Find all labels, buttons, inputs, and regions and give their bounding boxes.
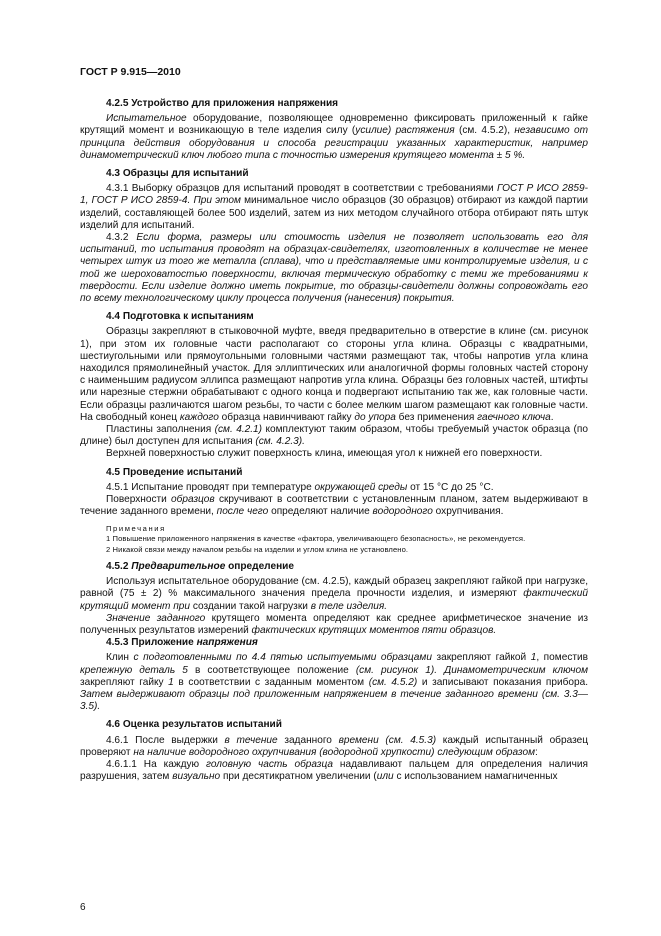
section-4-2-5-heading: 4.2.5 Устройство для приложения напряжения (106, 98, 339, 109)
italic-text-run: или (376, 771, 394, 783)
note-1: 1 Повышение приложенного напряжения в качестве «фактора, увеличивающего безопасность», не рекомендуется. (106, 534, 526, 543)
italic-text-run: образцов (171, 494, 215, 506)
italic-text-run: фактических крутящих моментов пяти образцов. (251, 625, 497, 637)
text-run: 4.6.1.1 На каждую (106, 759, 207, 771)
section-4-4-heading: 4.4 Подготовка к испытаниям (106, 311, 254, 323)
text-run: создании такой нагрузки (190, 600, 311, 612)
text-run: комплектуют таким образом, чтобы требуемый участок образца (по длине) был доступен для испытания (80, 424, 588, 448)
section-4-5-3-heading (80, 637, 588, 649)
text-run: 4.3.1 Выборку образцов для испытаний проводят в соответствии с требованиями (106, 183, 498, 195)
section-4-5-heading: 4.5 Проведение испытаний (106, 466, 243, 478)
italic-text-run: Значение заданного (106, 612, 206, 624)
document-body (80, 92, 588, 783)
section-4-2-5-paragraph (80, 113, 588, 162)
text-run: оборудование, позволяющее одновременно фиксировать приложенный к гайке крутящий момент и возникающую в теле изделия силу ( (80, 113, 588, 137)
document-header: ГОСТ Р 9.915—2010 (80, 66, 181, 78)
section-4-5-1-paragraph-2 (80, 494, 588, 518)
italic-text-run: в течение (224, 734, 278, 746)
text-run: в соответствии с заданным моментом (173, 676, 369, 688)
section-4-3-2-paragraph (80, 232, 588, 305)
heading-number: 4.5.2 (106, 561, 132, 572)
text-run: Поверхности (106, 494, 172, 506)
italic-text-run: Затем выдерживают образцы под приложенным напряжением в течение заданного времени (см. 3.3—3.5). (80, 689, 588, 713)
section-4-4-paragraph-3 (80, 448, 588, 460)
text-run: : (535, 746, 538, 758)
italic-text-run: времени (см. 4.5.3) (338, 734, 437, 746)
note-2: 2 Никакой связи между началом резьбы на изделии и углом клина не установлено. (106, 544, 409, 554)
text-run: и записывают показания прибора. (417, 676, 589, 688)
text-run: образца навинчивают гайку (218, 411, 355, 423)
italic-text-run: Испытательное (106, 113, 187, 125)
text-run: 4.6.1 После выдержки (106, 734, 225, 746)
notes-title: Примечания (106, 523, 166, 533)
text-run: Используя испытательное оборудование (см. 4.2.5), каждый образец закрепляют гайкой при нагрузке, равной (75 ± 2) % максимального значения предела прочности изделия, и измеряют (80, 576, 588, 600)
text-run: закрепляют гайкой (431, 652, 531, 664)
italic-text-run: (см. 4.5.2) (368, 676, 418, 688)
text-run: (см. 4.5.2), (454, 125, 515, 137)
text-run: Верхней поверхностью служит поверхность клина, имеющая угол к нижней его поверхности. (106, 448, 543, 460)
text-run: в соответствующее положение (187, 664, 356, 676)
text-run: . (550, 411, 554, 423)
text-run: 4.3.2 (106, 232, 137, 244)
text-run: с использованием намагниченных (393, 771, 558, 783)
italic-text-run: усилие) растяжения (355, 125, 455, 137)
italic-text-run: Если форма, размеры или стоимость изделия не позволяет использовать его для испытаний, то испытания проводят на образцах-свидетелях, изготовленных в количестве не менее четырех штук из того же металла (сплава), что и представляемые ими контролируемые изделия, и с той же шероховатостью поверхности, включая термическую обработку с теми же требованиями к твердости. Если изделие должно иметь покрытие, то образцы-свидетели должны сопровождать его по всему технологическому циклу процесса получения (нанесения) покрытия. (80, 232, 588, 305)
section-4-5-2-paragraph-1 (80, 576, 588, 613)
italic-text-run: (см. 4.2.1) (214, 424, 263, 436)
italic-text-run: до упора (354, 411, 396, 423)
text-run: заданного (277, 734, 339, 746)
italic-text-run: после чего (216, 506, 269, 518)
text-run: скручивают в соответствии с установленным планом, затем выдерживают в течение заданного времени, (80, 494, 588, 518)
section-4-6-heading: 4.6 Оценка результатов испытаний (106, 719, 282, 731)
text-run: Клин (106, 652, 134, 664)
section-4-3-1-paragraph (80, 183, 588, 232)
section-4-6-1-paragraph (80, 735, 588, 759)
text-run: охрупчивания. (432, 506, 504, 518)
text-run: минимальное число образцов (30 образцов) отбирают из каждой партии изделий, составляющей более 500 изделий, затем из них методом случайного отбора отбирают пять штук изделий для испытаний. (80, 195, 588, 231)
section-4-5-2-paragraph-2 (80, 613, 588, 637)
section-4-4-paragraph-2 (80, 424, 588, 448)
text-run: каждый испытанный образец проверяют (80, 734, 588, 758)
text-run: определяют наличие (268, 506, 373, 518)
italic-text-run: фактический крутящий момент при (80, 588, 588, 612)
heading-text: 4.5.3 Приложение (106, 637, 197, 649)
text-run: от 15 °С до 25 °С. (407, 481, 494, 493)
italic-text-run: визуально (172, 771, 221, 783)
italic-text-run: крепежную деталь 5 (80, 664, 188, 676)
italic-text-run: головную часть образца (206, 759, 333, 771)
section-4-5-2-heading (80, 561, 588, 573)
heading-italic-word: напряжения (196, 637, 258, 649)
text-run: надавливают пальцем для определения наличия разрушения, затем (80, 759, 588, 783)
italic-text-run: 1 (530, 652, 537, 664)
text-run: при десятикратном увеличении ( (220, 771, 377, 783)
italic-text-run: ГОСТ Р ИСО 2859-1, ГОСТ Р ИСО 2859-4. При этом (80, 183, 588, 207)
italic-text-run: окружающей среды (314, 481, 408, 493)
text-run: , поместив (536, 652, 588, 664)
section-4-5-3-paragraph (80, 652, 588, 713)
text-run: без применения (395, 411, 478, 423)
section-4-6-1-1-paragraph (80, 759, 588, 783)
text-run: Образцы закрепляют в стыковочной муфте, введя предварительно в отверстие в клине (см. рисунок 1), при этом их головные части располагают со стороны угла клина. Образцы с квадратными, шестиугольными или прямоугольными головными частями размещают так, чтобы напротив угла клина находился прямолинейный участок. Для эллиптических или аналогичной формы головных частей сторону с наименьшим радиусом эллипса размещают напротив угла клина. Образцы без головных частей, штифты или нарезные стержни обрабатывают с одного конца и подвергают испытанию так же, как головные части. Если образцы различаются шагом резьбы, то части с более мелким шагом размещают как головные части. На свободный конец (80, 326, 588, 423)
italic-text-run: гаечного ключа (477, 411, 551, 423)
text-run: 4.5.1 Испытание проводят при температуре (106, 481, 315, 493)
italic-text-run: каждого (179, 411, 219, 423)
section-4-3-heading: 4.3 Образцы для испытаний (106, 168, 249, 180)
italic-text-run: 1 (168, 676, 174, 688)
text-run: закрепляют гайку (80, 676, 169, 688)
page-number: 6 (80, 902, 86, 913)
italic-text-run: водородного (372, 506, 433, 518)
italic-text-run: независимо от принципа действия оборудования и способа регистрации указанных характеристик, например динамометрический ключ любого типа с точностью измерения крутящего момента ± 5 %. (80, 125, 588, 161)
heading-word: определение (225, 561, 294, 572)
heading-italic-word: Предварительное (131, 561, 226, 572)
italic-text-run: (см. 4.2.3). (255, 436, 305, 448)
section-4-4-paragraph-1 (80, 326, 588, 424)
italic-text-run: в теле изделия. (310, 600, 388, 612)
italic-text-run: с подготовленными по 4.4 пятью испытуемыми образцами (133, 652, 432, 664)
text-run: крутящего момента определяют как среднее арифметическое значение из полученных результатов измерений (80, 612, 588, 637)
text-run: Пластины заполнения (106, 424, 215, 436)
section-4-5-1-paragraph (80, 482, 588, 494)
italic-text-run: (см. рисунок 1). Динамометрическим ключом (355, 664, 589, 676)
italic-text-run: на наличие водородного охрупчивания (водородной хрупкости) следующим образом (133, 746, 536, 758)
